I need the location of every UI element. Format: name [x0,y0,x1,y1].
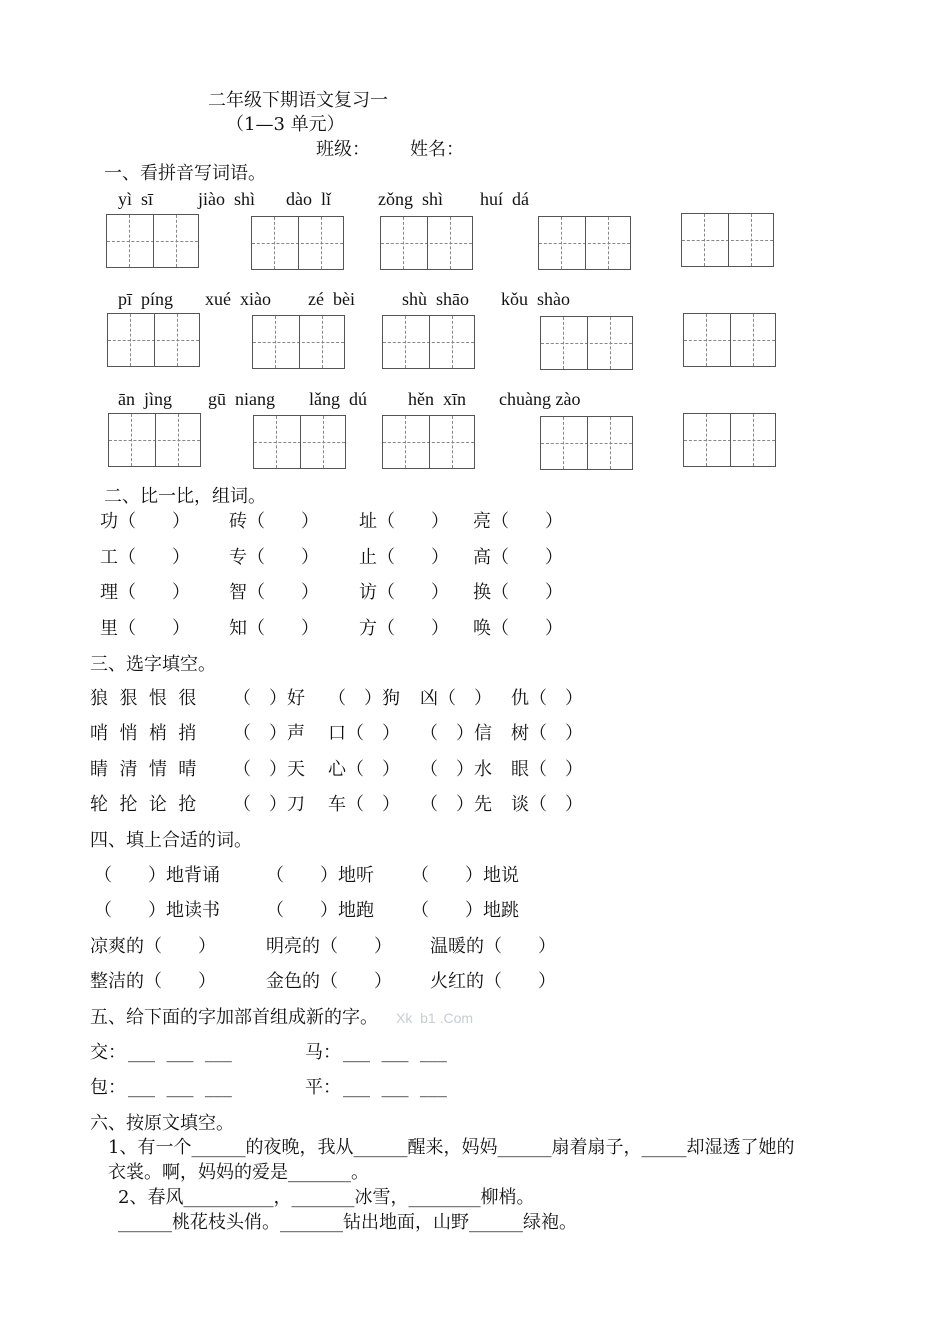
writing-grid[interactable] [380,216,473,270]
fill-blank[interactable]: 眼（ ） [511,759,583,780]
radical-label: 包： [90,1077,126,1098]
writing-grid[interactable] [382,415,475,469]
fill-blank[interactable]: 树（ ） [511,723,583,744]
section-1-heading: 一、看拼音写词语。 [104,163,266,184]
pinyin: chuàng zào [499,389,581,409]
pinyin: kǒu shào [501,289,570,309]
pinyin: dào lǐ [286,189,331,209]
pinyin: hěn xīn [408,389,466,409]
pinyin: ān jìng [118,389,172,409]
compare-item[interactable]: 砖（ ） [229,511,319,532]
radical-label: 交： [90,1042,126,1063]
char-choices: 睛 清 情 晴 [90,759,197,780]
fill-word[interactable]: 整洁的（ ） [90,971,216,992]
fill-blank[interactable]: 车（ ） [328,794,400,815]
writing-grid[interactable] [253,415,346,469]
fill-word[interactable]: （ ）地跳 [411,900,519,921]
page-subtitle: （1—3 单元） [226,114,345,135]
fill-blank[interactable]: （ ）水 [420,759,492,780]
fill-blank[interactable]: （ ）声 [233,723,305,744]
pinyin: gū niang [208,389,275,409]
section-5-heading: 五、给下面的字加部首组成新的字。 [90,1007,378,1028]
radical-label: 马： [305,1042,341,1063]
class-label: 班级： [316,139,370,160]
compare-item[interactable]: 专（ ） [229,547,319,568]
fill-word[interactable]: （ ）地说 [411,865,519,886]
fill-word[interactable]: 温暖的（ ） [430,936,556,957]
compare-item[interactable]: 止（ ） [359,547,449,568]
compare-item[interactable]: 亮（ ） [473,511,563,532]
fill-blank[interactable]: （ ）先 [420,794,492,815]
compare-item[interactable]: 智（ ） [229,582,319,603]
pinyin: zé bèi [308,289,355,309]
pinyin: yì sī [118,189,154,209]
fill-word[interactable]: （ ）地跑 [266,900,374,921]
fill-word[interactable]: 火红的（ ） [430,971,556,992]
fill-word[interactable]: （ ）地听 [266,865,374,886]
writing-grid[interactable] [106,214,199,268]
radical-blanks[interactable]: ___ ___ ___ [343,1077,447,1098]
compare-item[interactable]: 址（ ） [359,511,449,532]
compare-item[interactable]: 里（ ） [100,618,190,639]
radical-blanks[interactable]: ___ ___ ___ [128,1077,232,1098]
writing-grid[interactable] [252,315,345,369]
fill-word[interactable]: 金色的（ ） [266,971,392,992]
writing-grid[interactable] [251,216,344,270]
fill-blank[interactable]: 仇（ ） [511,688,583,709]
char-choices: 哨 悄 梢 捎 [90,723,197,744]
char-choices: 轮 抡 论 抢 [90,794,197,815]
pinyin: lǎng dú [309,389,367,409]
fill-word[interactable]: （ ）地读书 [94,900,220,921]
passage-line[interactable]: 衣裳。啊，妈妈的爱是_______。 [108,1162,369,1183]
writing-grid[interactable] [540,416,633,470]
fill-blank[interactable]: 谈（ ） [511,794,583,815]
writing-grid[interactable] [540,316,633,370]
section-3-heading: 三、选字填空。 [90,654,216,675]
fill-blank[interactable]: 口（ ） [328,723,400,744]
passage-line[interactable]: 2、春风__________，_______冰雪，________柳梢。 [118,1187,535,1208]
compare-item[interactable]: 方（ ） [359,618,449,639]
fill-blank[interactable]: （ ）好 [233,688,305,709]
section-6-heading: 六、按原文填空。 [90,1113,234,1134]
fill-blank[interactable]: （ ）狗 [328,688,400,709]
compare-item[interactable]: 访（ ） [359,582,449,603]
passage-line[interactable]: 1、有一个______的夜晚，我从______醒来，妈妈______扇着扇子，_____却湿透了她的 [108,1137,795,1158]
pinyin: jiào shì [198,189,255,209]
compare-item[interactable]: 换（ ） [473,582,563,603]
radical-blanks[interactable]: ___ ___ ___ [343,1042,447,1063]
writing-grid[interactable] [538,216,631,270]
writing-grid[interactable] [382,315,475,369]
watermark: Xk b1 .Com [396,1010,474,1026]
section-4-heading: 四、填上合适的词。 [90,830,252,851]
writing-grid[interactable] [108,413,201,467]
writing-grid[interactable] [107,313,200,367]
fill-blank[interactable]: 心（ ） [328,759,400,780]
compare-item[interactable]: 知（ ） [229,618,319,639]
compare-item[interactable]: 高（ ） [473,547,563,568]
fill-word[interactable]: 明亮的（ ） [266,936,392,957]
passage-line[interactable]: ______桃花枝头俏。_______钻出地面，山野______绿袍。 [118,1212,577,1233]
pinyin: shù shāo [402,289,469,309]
pinyin: zǒng shì [378,189,443,209]
section-2-heading: 二、比一比，组词。 [104,486,266,507]
fill-word[interactable]: 凉爽的（ ） [90,936,216,957]
pinyin: xué xiào [205,289,271,309]
radical-label: 平： [305,1077,341,1098]
pinyin: huí dá [480,189,529,209]
compare-item[interactable]: 理（ ） [100,582,190,603]
writing-grid[interactable] [683,413,776,467]
char-choices: 狼 狠 恨 很 [90,688,197,709]
fill-blank[interactable]: （ ）信 [420,723,492,744]
radical-blanks[interactable]: ___ ___ ___ [128,1042,232,1063]
fill-blank[interactable]: （ ）刀 [233,794,305,815]
compare-item[interactable]: 唤（ ） [473,618,563,639]
pinyin: pī píng [118,289,174,309]
compare-item[interactable]: 工（ ） [100,547,190,568]
fill-word[interactable]: （ ）地背诵 [94,865,220,886]
writing-grid[interactable] [681,213,774,267]
fill-blank[interactable]: （ ）天 [233,759,305,780]
writing-grid[interactable] [683,313,776,367]
fill-blank[interactable]: 凶（ ） [420,688,492,709]
compare-item[interactable]: 功（ ） [100,511,190,532]
name-label: 姓名： [410,139,464,160]
page-title: 二年级下期语文复习一 [208,90,388,111]
